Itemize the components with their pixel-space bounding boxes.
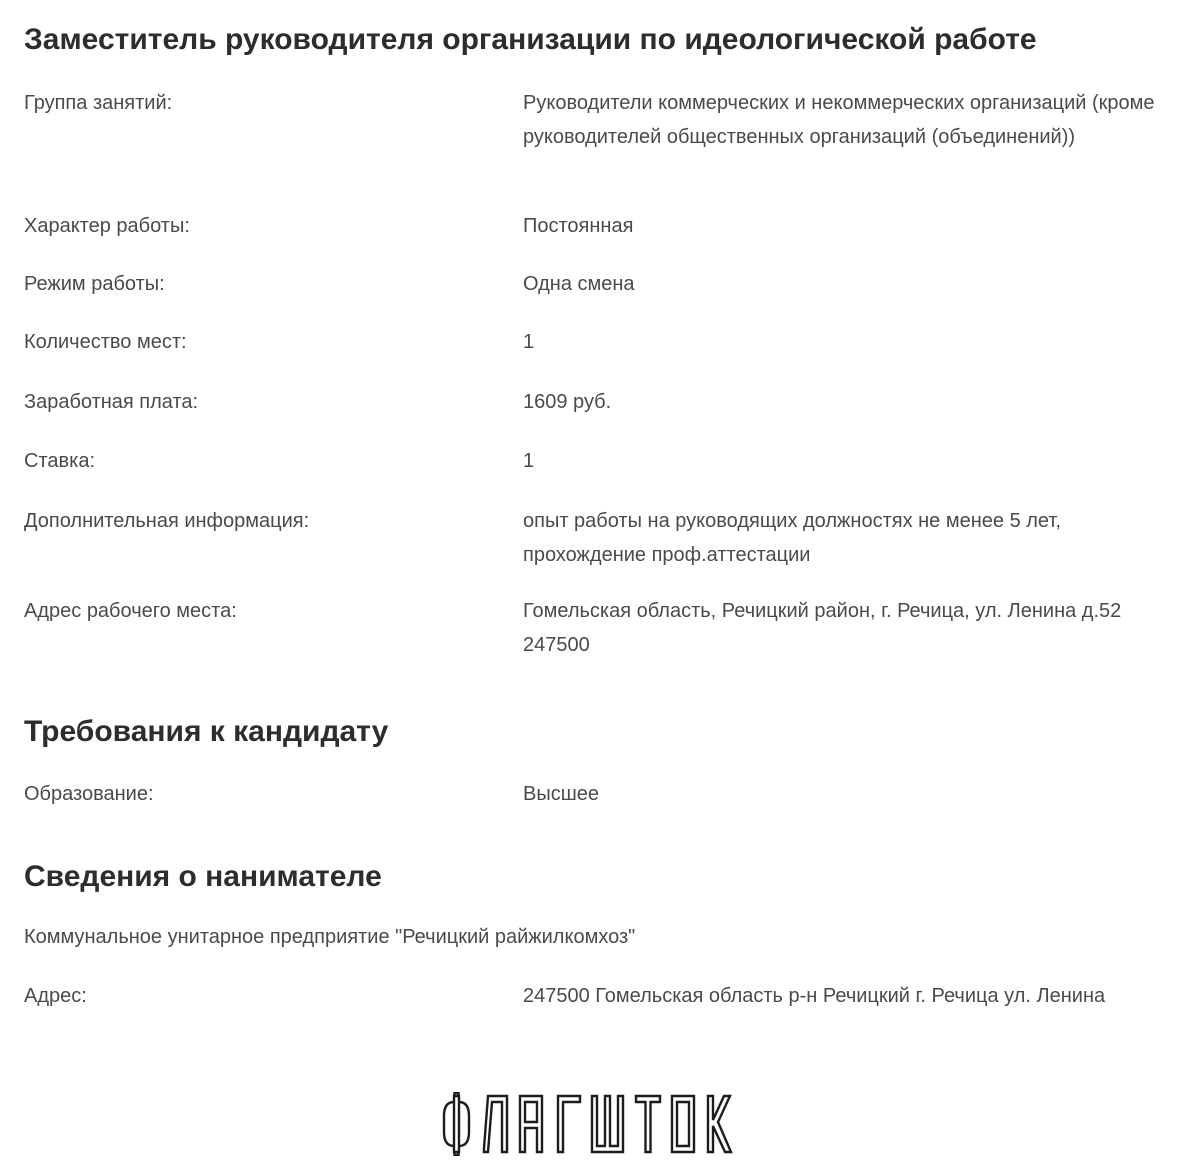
detail-value: 1609 руб.	[523, 391, 612, 413]
detail-value: 1	[523, 450, 535, 472]
detail-label: Характер работы:	[24, 215, 190, 237]
requirements-title: Требования к кандидату	[24, 715, 389, 748]
detail-label: Адрес рабочего места:	[24, 600, 237, 622]
detail-label: Количество мест:	[24, 331, 187, 353]
detail-value: 247500 Гомельская область р-н Речицкий г. Речица ул. Ленина	[523, 985, 1106, 1007]
detail-label: Заработная плата:	[24, 391, 199, 413]
detail-label: Адрес:	[24, 985, 87, 1007]
detail-value: Высшее	[523, 783, 600, 805]
vacancy-title: Заместитель руководителя организации по идеологической работе	[24, 23, 1037, 56]
employer-title: Сведения о нанимателе	[24, 860, 382, 893]
detail-value: Одна смена	[523, 273, 635, 295]
detail-value: 1	[523, 331, 535, 353]
detail-label: Группа занятий:	[24, 92, 173, 114]
detail-label: Образование:	[24, 783, 154, 805]
detail-value: Постоянная	[523, 215, 634, 237]
employer-name: Коммунальное унитарное предприятие "Речицкий райжилкомхоз"	[24, 926, 636, 948]
flagshtok-logo	[440, 1092, 760, 1156]
detail-label: Ставка:	[24, 450, 95, 472]
detail-label: Дополнительная информация:	[24, 510, 310, 532]
detail-value: опыт работы на руководящих должностях не менее 5 лет, прохождение проф.аттестации	[523, 510, 1061, 566]
detail-label: Режим работы:	[24, 273, 165, 295]
detail-value: Гомельская область, Речицкий район, г. Речица, ул. Ленина д.52 247500	[523, 600, 1122, 656]
detail-value: Руководители коммерческих и некоммерческих организаций (кроме руководителей общественных организаций (объединений))	[523, 92, 1155, 148]
